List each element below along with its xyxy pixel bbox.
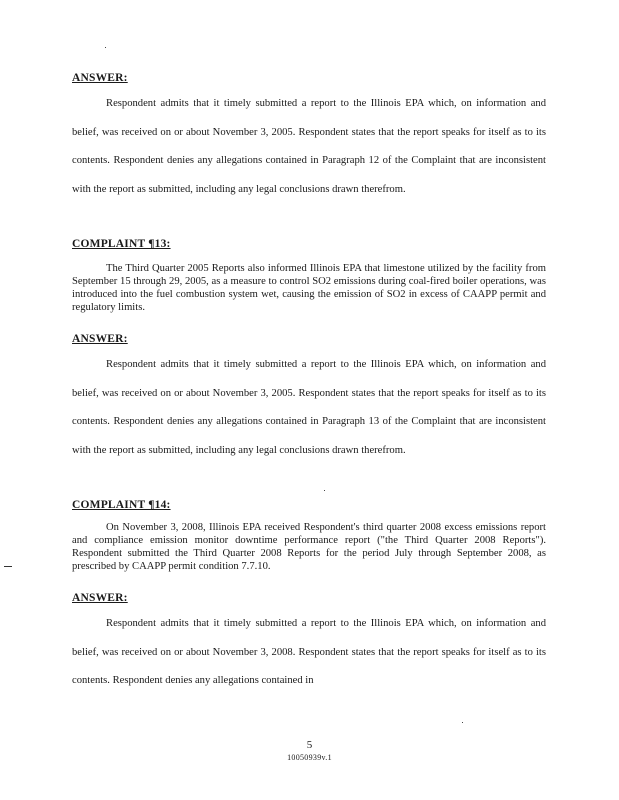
complaint-heading-14: COMPLAINT ¶14: <box>72 499 171 511</box>
complaint-paragraph-14: On November 3, 2008, Illinois EPA received Respondent's third quarter 2008 excess emissions report and compliance emission monitor downtime performance report ("the Third Quarter 2008 Reports"). Respondent submitted the Third Quarter 2008 Reports for the period July through September 2008, as prescribed by CAAPP permit condition 7.7.10. <box>72 522 546 572</box>
answer-paragraph-1: Respondent admits that it timely submitted a report to the Illinois EPA which, on information and belief, was received on or about November 3, 2005. Respondent states that the report speaks for itself as to its contents. Respondent denies any allegations contained in Paragraph 12 of the Complaint that are inconsistent with the report as submitted, including any legal conclusions drawn therefrom. <box>72 98 546 195</box>
scan-speck <box>105 47 106 48</box>
answer-paragraph-2: Respondent admits that it timely submitted a report to the Illinois EPA which, on information and belief, was received on or about November 3, 2005. Respondent states that the report speaks for itself as to its contents. Respondent denies any allegations contained in Paragraph 13 of the Complaint that are inconsistent with the report as submitted, including any legal conclusions drawn therefrom. <box>72 359 546 456</box>
complaint-heading-13: COMPLAINT ¶13: <box>72 238 171 250</box>
scan-speck <box>324 490 325 491</box>
scan-speck <box>462 722 463 723</box>
answer-heading-1: ANSWER: <box>72 72 128 84</box>
complaint-paragraph-13: The Third Quarter 2005 Reports also informed Illinois EPA that limestone utilized by the facility from September 15 through 29, 2005, as a measure to control SO2 emissions during coal-fired boiler operations, was introduced into the fuel combustion system wet, causing the emission of SO2 in excess of CAAPP permit and regulatory limits. <box>72 263 546 313</box>
answer-paragraph-3: Respondent admits that it timely submitted a report to the Illinois EPA which, on information and belief, was received on or about November 3, 2008. Respondent states that the report speaks for itself as to its contents. Respondent denies any allegations contained in <box>72 618 546 687</box>
answer-heading-2: ANSWER: <box>72 333 128 345</box>
document-id: 10050939v.1 <box>287 753 332 762</box>
scan-edge-mark <box>4 566 12 567</box>
answer-heading-3: ANSWER: <box>72 592 128 604</box>
page-number: 5 <box>306 739 313 751</box>
